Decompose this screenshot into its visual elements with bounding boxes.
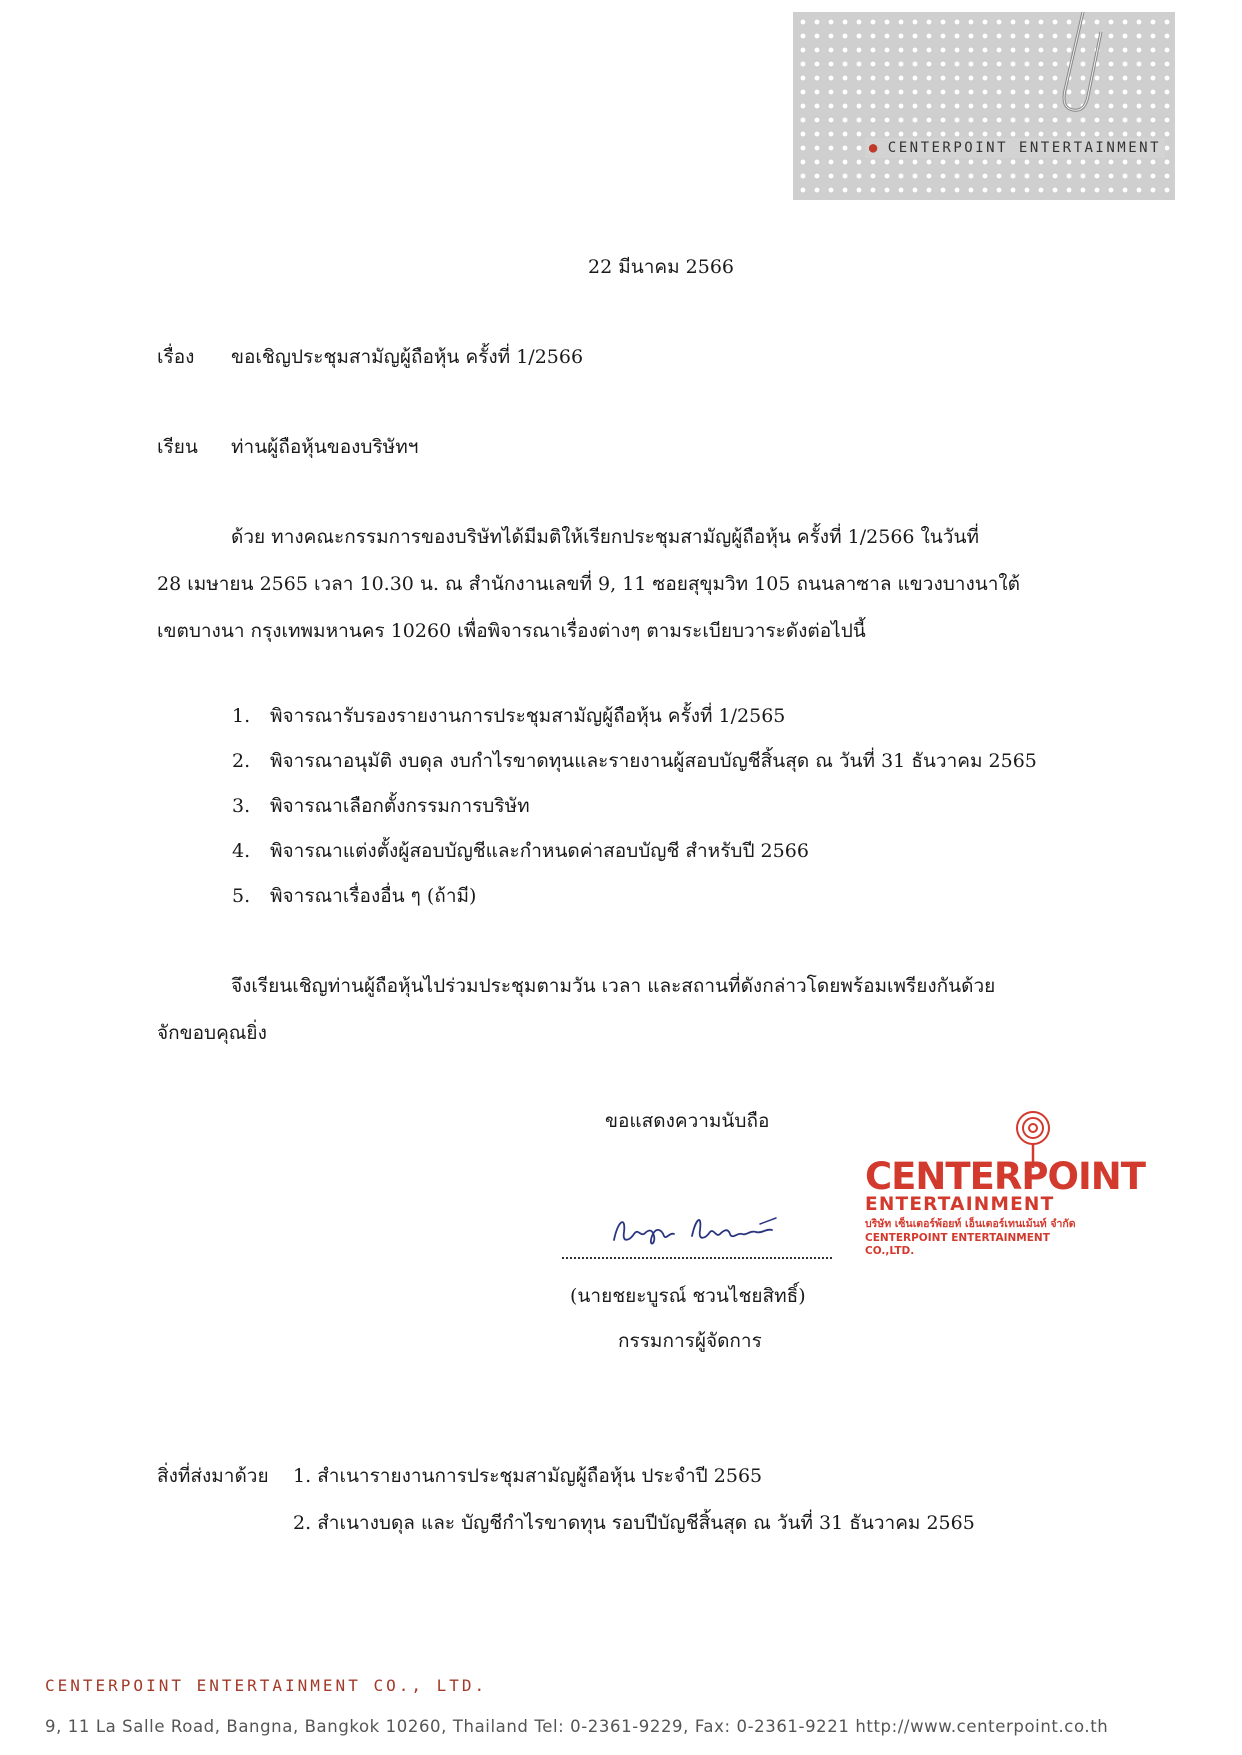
agenda-item (232, 705, 785, 728)
letterhead-panel (793, 12, 1175, 200)
body-line-2: 28 เมษายน 2565 เวลา 10.30 น. ณ สำนักงานเลขที่ 9, 11 ซอยสุขุมวิท 105 ถนนลาซาล แขวงบางนาใต้ (157, 573, 1021, 595)
bullet-icon: ● (868, 140, 880, 156)
enclosure-number: 2. (293, 1512, 312, 1534)
agenda-number: 2. (232, 750, 251, 772)
agenda-item (232, 750, 1037, 773)
agenda-number: 3. (232, 795, 251, 817)
footer-address: 9, 11 La Salle Road, Bangna, Bangkok 10260, Thailand Tel: 0-2361-9229, Fax: 0-2361-9221 http://www.centerpoint.co.th (45, 1717, 1109, 1736)
agenda-text: พิจารณาอนุมัติ งบดุล งบกำไรขาดทุนและรายงานผู้สอบบัญชีสิ้นสุด ณ วันที่ 31 ธันวาคม 2565 (270, 750, 1037, 772)
agenda-number: 5. (232, 885, 251, 907)
footer-company: CENTERPOINT ENTERTAINMENT CO., LTD. (45, 1676, 488, 1695)
agenda-item (232, 840, 809, 863)
to-text: ท่านผู้ถือหุ้นของบริษัทฯ (231, 436, 419, 458)
letterhead-brand (865, 138, 1165, 158)
body-line-3: เขตบางนา กรุงเทพมหานคร 10260 เพื่อพิจารณาเรื่องต่างๆ ตามระเบียบวาระดังต่อไปนี้ (157, 620, 866, 642)
closing-line-1: จึงเรียนเชิญท่านผู้ถือหุ้นไปร่วมประชุมตามวัน เวลา และสถานที่ดังกล่าวโดยพร้อมเพรียงกันด้วย (231, 975, 996, 997)
agenda-number: 4. (232, 840, 251, 862)
enclosure-label: สิ่งที่ส่งมาด้วย (157, 1465, 269, 1487)
agenda-number: 1. (232, 705, 251, 727)
stamp-line-2: ENTERTAINMENT (865, 1194, 1055, 1215)
enclosure-text: สำเนารายงานการประชุมสามัญผู้ถือหุ้น ประจำปี 2565 (317, 1465, 763, 1487)
subject-text: ขอเชิญประชุมสามัญผู้ถือหุ้น ครั้งที่ 1/2566 (231, 346, 584, 368)
signatory-title: กรรมการผู้จัดการ (618, 1330, 762, 1352)
signature-line (562, 1257, 832, 1259)
paperclip-icon (1043, 12, 1103, 122)
letterhead-brand-text: CENTERPOINT ENTERTAINMENT (887, 140, 1161, 156)
enclosure-item (293, 1512, 975, 1535)
signature-image (600, 1210, 790, 1255)
stamp-line-4: CENTERPOINT ENTERTAINMENT CO.,LTD. (865, 1231, 1050, 1257)
signatory-name: (นายชยะบูรณ์ ชวนไชยสิทธิ์) (570, 1285, 806, 1307)
stamp-line-1: CENTERPOINT (865, 1155, 1145, 1198)
company-stamp (865, 1120, 1145, 1258)
subject-label: เรื่อง (157, 346, 195, 368)
agenda-text: พิจารณาเลือกตั้งกรรมการบริษัท (270, 795, 530, 817)
agenda-item (232, 795, 530, 818)
agenda-text: พิจารณาแต่งตั้งผู้สอบบัญชีและกำหนดค่าสอบบัญชี สำหรับปี 2566 (270, 840, 809, 862)
regards: ขอแสดงความนับถือ (605, 1110, 770, 1132)
body-line-1: ด้วย ทางคณะกรรมการของบริษัทได้มีมติให้เรียกประชุมสามัญผู้ถือหุ้น ครั้งที่ 1/2566 ในวันที่ (231, 526, 979, 548)
agenda-text: พิจารณาเรื่องอื่น ๆ (ถ้ามี) (270, 885, 477, 907)
agenda-text: พิจารณารับรองรายงานการประชุมสามัญผู้ถือหุ้น ครั้งที่ 1/2565 (270, 705, 786, 727)
enclosure-text: สำเนางบดุล และ บัญชีกำไรขาดทุน รอบปีบัญชีสิ้นสุด ณ วันที่ 31 ธันวาคม 2565 (317, 1512, 975, 1534)
letter-date: 22 มีนาคม 2566 (588, 256, 735, 278)
enclosure-number: 1. (293, 1465, 312, 1487)
lollipop-icon (1013, 1110, 1053, 1170)
agenda-item (232, 885, 476, 908)
to-label: เรียน (157, 436, 198, 458)
enclosure-item (293, 1465, 762, 1488)
stamp-line-3: บริษัท เซ็นเตอร์พ้อยท์ เอ็นเตอร์เทนเม้นท์ จำกัด (865, 1218, 1076, 1231)
closing-line-2: จักขอบคุณยิ่ง (157, 1022, 267, 1044)
